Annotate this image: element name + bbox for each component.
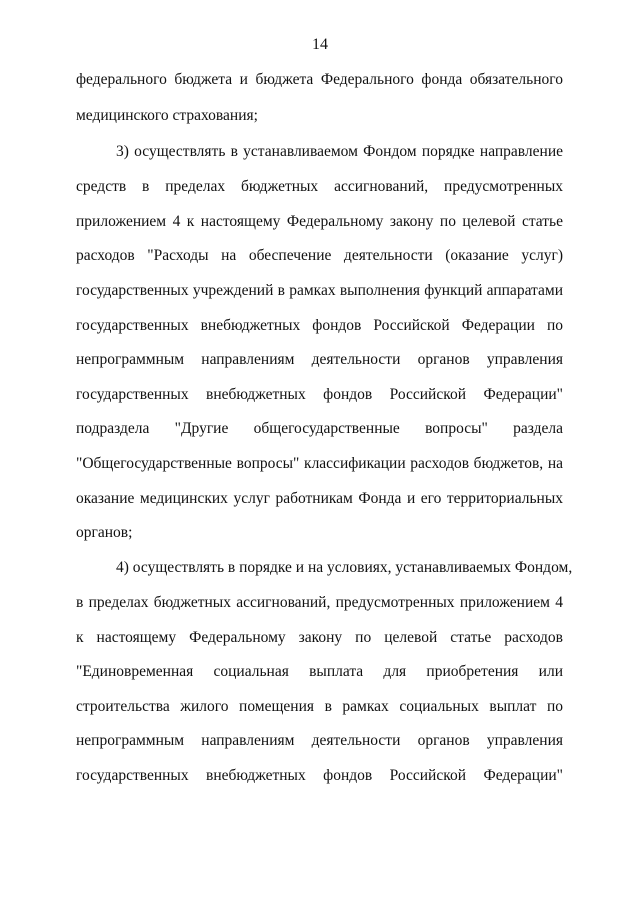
text-line: подраздела "Другие общегосударственные вопросы" раздела <box>76 420 563 437</box>
text-line: оказание медицинских услуг работникам Фонда и его территориальных <box>76 490 563 507</box>
text-line: государственных внебюджетных фондов Российской Федерации" <box>76 767 563 784</box>
text-line: к настоящему Федеральному закону по целевой статье расходов <box>76 629 563 646</box>
text-line: органов; <box>76 524 133 541</box>
text-line: федерального бюджета и бюджета Федерального фонда обязательного <box>76 71 563 88</box>
text-line: непрограммным направлениям деятельности органов управления <box>76 351 563 368</box>
text-line: 4) осуществлять в порядке и на условиях, устанавливаемых Фондом, <box>116 559 573 576</box>
text-line: "Общегосударственные вопросы" классификации расходов бюджетов, на <box>76 455 563 472</box>
text-line: средств в пределах бюджетных ассигнований, предусмотренных <box>76 178 563 195</box>
text-line: строительства жилого помещения в рамках социальных выплат по <box>76 698 563 715</box>
text-line: "Единовременная социальная выплата для приобретения или <box>76 663 563 680</box>
text-line: государственных учреждений в рамках выполнения функций аппаратами <box>76 282 563 299</box>
text-line: государственных внебюджетных фондов Российской Федерации по <box>76 317 563 334</box>
text-line: непрограммным направлениям деятельности органов управления <box>76 732 563 749</box>
text-line: расходов "Расходы на обеспечение деятельности (оказание услуг) <box>76 247 563 264</box>
text-line: в пределах бюджетных ассигнований, предусмотренных приложением 4 <box>76 594 563 611</box>
page-number: 14 <box>312 36 328 53</box>
text-line: 3) осуществлять в устанавливаемом Фондом порядке направление <box>116 143 563 160</box>
text-line: приложением 4 к настоящему Федеральному закону по целевой статье <box>76 213 563 230</box>
text-line: медицинского страхования; <box>76 107 258 124</box>
text-line: государственных внебюджетных фондов Российской Федерации" <box>76 386 563 403</box>
